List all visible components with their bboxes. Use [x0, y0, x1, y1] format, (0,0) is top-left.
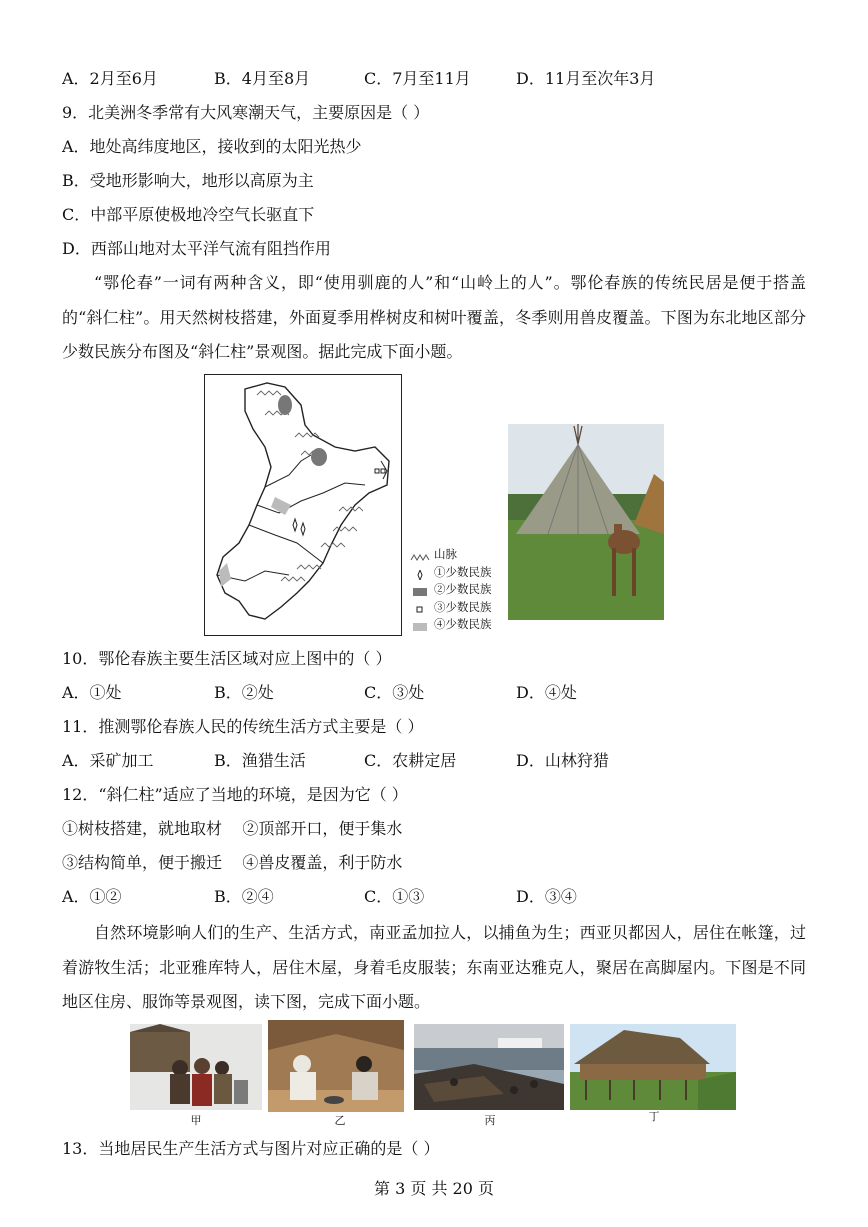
q9-option-b: B．受地形影响大，地形以高原为主: [62, 171, 314, 190]
q11-option-b: B．渔猎生活: [214, 751, 306, 770]
q9-stem: 9．北美洲冬季常有大风寒潮天气，主要原因是（ ）: [62, 103, 430, 122]
passage-oroqen: “鄂伦春”一词有两种含义，即“使用驯鹿的人”和“山岭上的人”。鄂伦春族的传统民居是便于搭盖的“斜仁柱”。用天然树枝搭建，外面夏季用桦树皮和树叶覆盖，冬季则用兽皮覆盖。下图为东北地区部分少数民族分布图及“斜仁柱”景观图。据此完成下面小题。: [62, 273, 806, 361]
q10-option-c: C．③处: [364, 683, 425, 702]
q8-option-c: C．7月至11月: [364, 69, 471, 88]
q8-options: [62, 68, 822, 90]
page-footer: 第 3 页 共 20 页: [374, 1179, 494, 1198]
q8-option-a: A．2月至6月: [62, 69, 158, 88]
legend-ethnic-4: [408, 616, 492, 634]
q10-options: [62, 682, 822, 704]
legend-ethnic-1: [408, 564, 492, 582]
q13-stem: 13．当地居民生产生活方式与图片对应正确的是（ ）: [62, 1139, 440, 1158]
legend-ethnic-2: [408, 581, 492, 599]
photo-jia-yakut: [130, 1024, 262, 1110]
ethnic-distribution-map: [204, 374, 402, 636]
xierenzhu-photo: [508, 424, 664, 620]
q12-stem: 12．“斜仁柱”适应了当地的环境，是因为它（ ）: [62, 785, 408, 804]
legend-label-ethnic-4: ④少数民族: [434, 617, 492, 631]
photo-bing-bengal: [414, 1024, 564, 1110]
q11-option-a: A．采矿加工: [62, 751, 154, 770]
q12-items-line2: ③结构简单，便于搬迁 ④兽皮覆盖，利于防水: [62, 853, 403, 872]
q12-option-a: A．①②: [62, 887, 122, 906]
q12-option-b: B．②④: [214, 887, 274, 906]
q12-items-line1: ①树枝搭建，就地取材 ②顶部开口，便于集水: [62, 819, 403, 838]
q9-option-a: A．地处高纬度地区，接收到的太阳光热少: [62, 137, 362, 156]
q11-options: [62, 750, 822, 772]
q11-stem: 11．推测鄂伦春族人民的传统生活方式主要是（ ）: [62, 717, 424, 736]
legend-label-ethnic-2: ②少数民族: [434, 582, 492, 596]
legend-ethnic-3: [408, 599, 492, 617]
q10-option-a: A．①处: [62, 683, 122, 702]
legend-label-mountain: 山脉: [434, 547, 457, 561]
q10-option-b: B．②处: [214, 683, 274, 702]
caption-yi: 乙: [334, 1114, 346, 1127]
legend-label-ethnic-3: ③少数民族: [434, 599, 492, 614]
photo-yi-bedouin: [268, 1020, 404, 1112]
q11-option-c: C．农耕定居: [364, 751, 457, 770]
map-legend: [408, 546, 492, 634]
northeast-china-map-outline: [205, 375, 401, 635]
q11-option-d: D．山林狩猎: [516, 751, 609, 770]
legend-mountain: [408, 546, 492, 564]
caption-bing: 丙: [484, 1114, 496, 1127]
q12-option-d: D．③④: [516, 887, 577, 906]
passage-lifestyles: 自然环境影响人们的生产、生活方式，南亚孟加拉人，以捕鱼为生；西亚贝都因人，居住在帐篷，过着游牧生活；北亚雅库特人，居住木屋，身着毛皮服装；东南亚达雅克人，聚居在高脚屋内。下图是不同地区住房、服饰等景观图，读下图，完成下面小题。: [62, 923, 806, 1011]
q10-stem: 10．鄂伦春族主要生活区域对应上图中的（ ）: [62, 649, 392, 668]
caption-ding: 丁: [648, 1110, 660, 1123]
q9-option-d: D．西部山地对太平洋气流有阻挡作用: [62, 239, 331, 258]
light-swatch-icon: [410, 620, 430, 638]
q9-option-c: C．中部平原使极地冷空气长驱直下: [62, 205, 315, 224]
caption-jia: 甲: [190, 1114, 202, 1127]
photo-ding-dayak: [570, 1024, 736, 1110]
q12-options: [62, 886, 822, 908]
q8-option-b: B．4月至8月: [214, 69, 311, 88]
q8-option-d: D．11月至次年3月: [516, 69, 656, 88]
q10-option-d: D．④处: [516, 683, 577, 702]
legend-label-ethnic-1: ①少数民族: [434, 564, 492, 579]
q12-option-c: C．①③: [364, 887, 425, 906]
